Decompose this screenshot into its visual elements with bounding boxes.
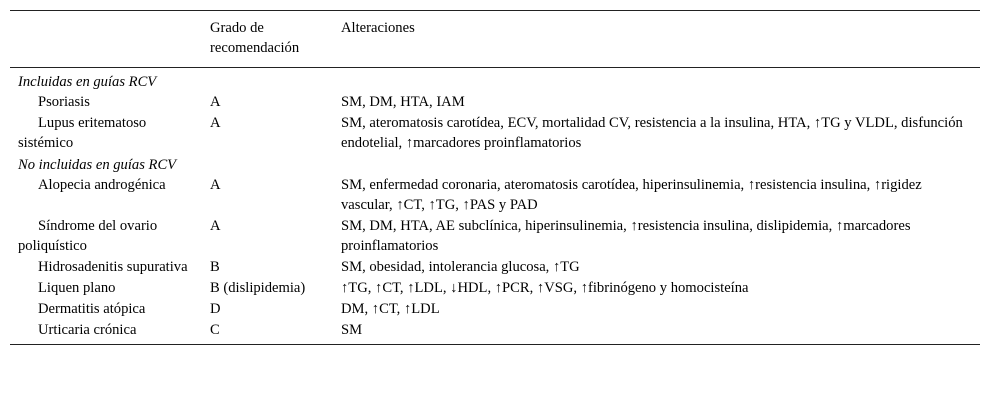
- grade-cell: A: [210, 115, 221, 131]
- grade-cell: A: [210, 94, 221, 110]
- condition-cell: Dermatitis atópica: [38, 301, 146, 317]
- condition-cell: Hidrosadenitis supurativa: [38, 259, 188, 275]
- alterations-cell: SM: [341, 322, 363, 338]
- section-title: Incluidas en guías RCV: [18, 74, 157, 90]
- table-row: [10, 113, 980, 154]
- section-row: [10, 154, 980, 175]
- table-row: [10, 320, 980, 345]
- alterations-cell: SM, enfermedad coronaria, ateromatosis carotídea, hiperinsulinemia, ↑resistencia insulina, ↑rigidez vascular, ↑CT, ↑TG, ↑PAS y PAD: [341, 177, 922, 213]
- grade-cell: B: [210, 259, 220, 275]
- grade-cell: A: [210, 177, 221, 193]
- grade-cell: A: [210, 218, 221, 234]
- alterations-cell: SM, obesidad, intolerancia glucosa, ↑TG: [341, 259, 580, 275]
- alterations-cell: SM, ateromatosis carotídea, ECV, mortalidad CV, resistencia a la insulina, HTA, ↑TG y VLDL, disfunción endotelial, ↑marcadores proinflamatorios: [341, 115, 963, 151]
- condition-cell: Alopecia androgénica: [38, 177, 166, 193]
- grade-cell: D: [210, 301, 221, 317]
- table-body: [10, 68, 980, 345]
- alterations-cell: SM, DM, HTA, AE subclínica, hiperinsulinemia, ↑resistencia insulina, dislipidemia, ↑marcadores proinflamatorios: [341, 218, 911, 254]
- table-row: [10, 299, 980, 320]
- condition-cell: Lupus eritematoso sistémico: [18, 115, 147, 151]
- grade-cell: B (dislipidemia): [210, 280, 306, 296]
- alterations-cell: ↑TG, ↑CT, ↑LDL, ↓HDL, ↑PCR, ↑VSG, ↑fibrinógeno y homocisteína: [341, 280, 749, 296]
- table-header: [10, 11, 980, 68]
- condition-cell: Urticaria crónica: [38, 322, 137, 338]
- header-condition: [10, 11, 202, 68]
- grade-cell: C: [210, 322, 220, 338]
- table-row: [10, 216, 980, 257]
- comorbidity-table: [10, 10, 980, 345]
- table-row: [10, 92, 980, 113]
- section-title: No incluidas en guías RCV: [18, 157, 177, 173]
- condition-cell: Síndrome del ovario poliquístico: [18, 218, 158, 254]
- condition-cell: Psoriasis: [38, 94, 90, 110]
- alterations-cell: SM, DM, HTA, IAM: [341, 94, 465, 110]
- table-row: [10, 175, 980, 216]
- alterations-cell: DM, ↑CT, ↑LDL: [341, 301, 440, 317]
- section-row: [10, 68, 980, 93]
- condition-cell: Liquen plano: [38, 280, 116, 296]
- table-row: [10, 257, 980, 278]
- header-row: [10, 11, 980, 68]
- header-alterations: Alteraciones: [341, 20, 415, 36]
- table-row: [10, 278, 980, 299]
- header-grade: Grado de recomendación: [210, 20, 300, 56]
